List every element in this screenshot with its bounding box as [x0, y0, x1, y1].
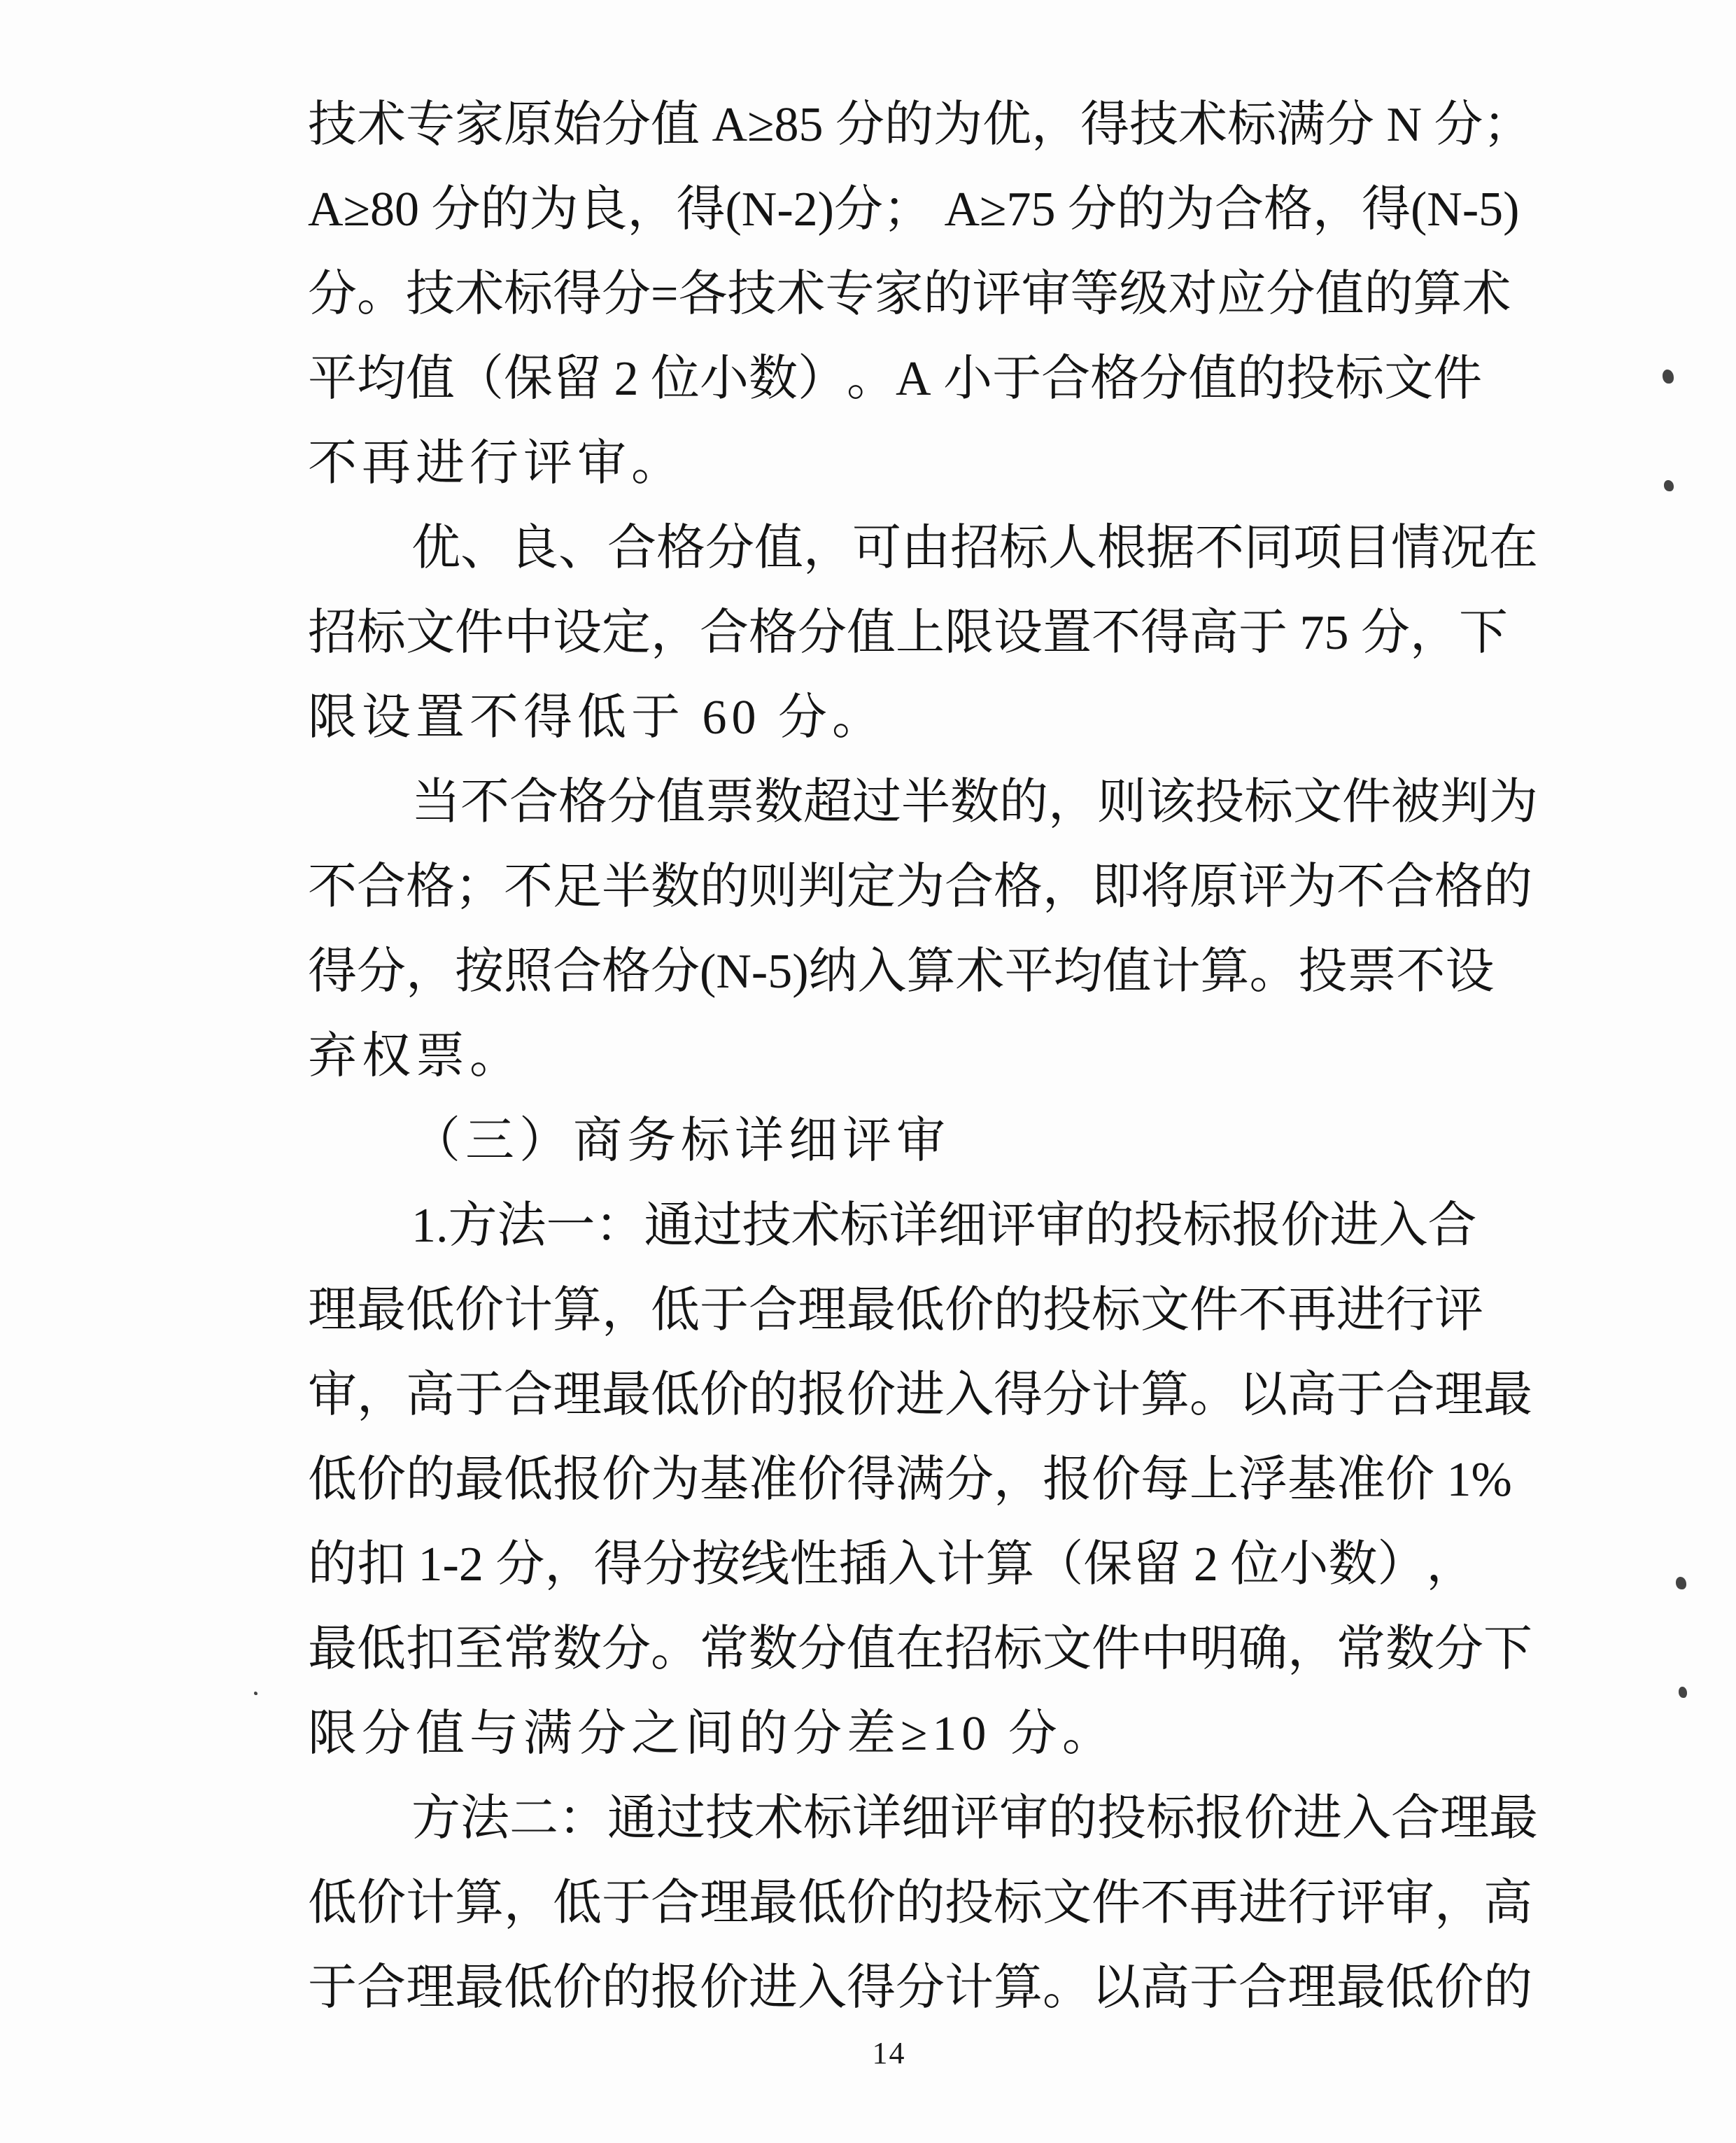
text-line: 平 均 值 （ 保 留 2 位 小 数 ） 。 A 小 于 合 格 分 值 的 投 标 文 件 [308, 352, 1483, 406]
text-line: 限设置不得低于 60 分。 [308, 691, 886, 745]
text-line: 最 低 扣 至 常 数 分 。 常 数 分 值 在 招 标 文 件 中 明 确 ， 常 数 分 下 [308, 1622, 1532, 1676]
page-number: 14 [872, 2036, 906, 2070]
text-line: 低 价 的 最 低 报 价 为 基 准 价 得 满 分 ， 报 价 每 上 浮 基 准 价 1 % [308, 1453, 1512, 1507]
text-line: 弃权票。 [308, 1030, 523, 1083]
document-body [308, 83, 1538, 2030]
ink-speck [1663, 370, 1674, 384]
text-line: （三）商务标详细评审 [411, 1114, 950, 1168]
text-line: 优 、 良 、 合 格 分 值 ， 可 由 招 标 人 根 据 不 同 项 目 情 况 在 [411, 521, 1538, 575]
text-line: 审 ， 高 于 合 理 最 低 价 的 报 价 进 入 得 分 计 算 。 以 高 于 合 理 最 [308, 1368, 1532, 1422]
text-line: 限分值与满分之间的分差≥10 分。 [308, 1707, 1116, 1761]
text-line: 招 标 文 件 中 设 定 ， 合 格 分 值 上 限 设 置 不 得 高 于 7 5 分 ， 下 [308, 606, 1508, 660]
text-line: 的 扣 1 - 2 分 ， 得 分 按 线 性 插 入 计 算 （ 保 留 2 位 小 数 ） ， [308, 1538, 1476, 1592]
text-line: 当 不 合 格 分 值 票 数 超 过 半 数 的 ， 则 该 投 标 文 件 被 判 为 [411, 775, 1538, 829]
text-line: 技 术 专 家 原 始 分 值 A ≥ 8 5 分 的 为 优 ， 得 技 术 标 满 分 N 分 ； [308, 98, 1532, 152]
text-line: 得 分 ， 按 照 合 格 分 ( N - 5 ) 纳 入 算 术 平 均 值 计 算 。 投 票 不 设 [308, 945, 1495, 999]
text-line: 理 最 低 价 计 算 ， 低 于 合 理 最 低 价 的 投 标 文 件 不 再 进 行 评 [308, 1284, 1483, 1337]
ink-speck [1679, 1687, 1687, 1698]
text-line: 于 合 理 最 低 价 的 报 价 进 入 得 分 计 算 。 以 高 于 合 理 最 低 价 的 [308, 1961, 1532, 2015]
text-line: A ≥ 8 0 分 的 为 良 ， 得 ( N - 2 ) 分 ； A ≥ 7 5 分 的 为 合 格 ， 得 ( N - 5 ) [308, 183, 1520, 237]
text-line: 不 合 格 ； 不 足 半 数 的 则 判 定 为 合 格 ， 即 将 原 评 为 不 合 格 的 [308, 860, 1532, 914]
text-line: 方 法 二 ： 通 过 技 术 标 详 细 评 审 的 投 标 报 价 进 入 合 理 最 [411, 1792, 1538, 1846]
text-line: 低 价 计 算 ， 低 于 合 理 最 低 价 的 投 标 文 件 不 再 进 行 评 审 ， 高 [308, 1876, 1532, 1930]
ink-speck [1664, 480, 1674, 491]
text-line: 不再进行评审。 [308, 437, 685, 491]
ink-speck [254, 1692, 257, 1695]
ink-speck [1676, 1577, 1686, 1589]
text-line: 1 . 方 法 一 ： 通 过 技 术 标 详 细 评 审 的 投 标 报 价 进 入 合 [411, 1199, 1477, 1253]
text-line: 分 。 技 术 标 得 分 = 各 技 术 专 家 的 评 审 等 级 对 应 分 值 的 算 术 [308, 267, 1511, 321]
